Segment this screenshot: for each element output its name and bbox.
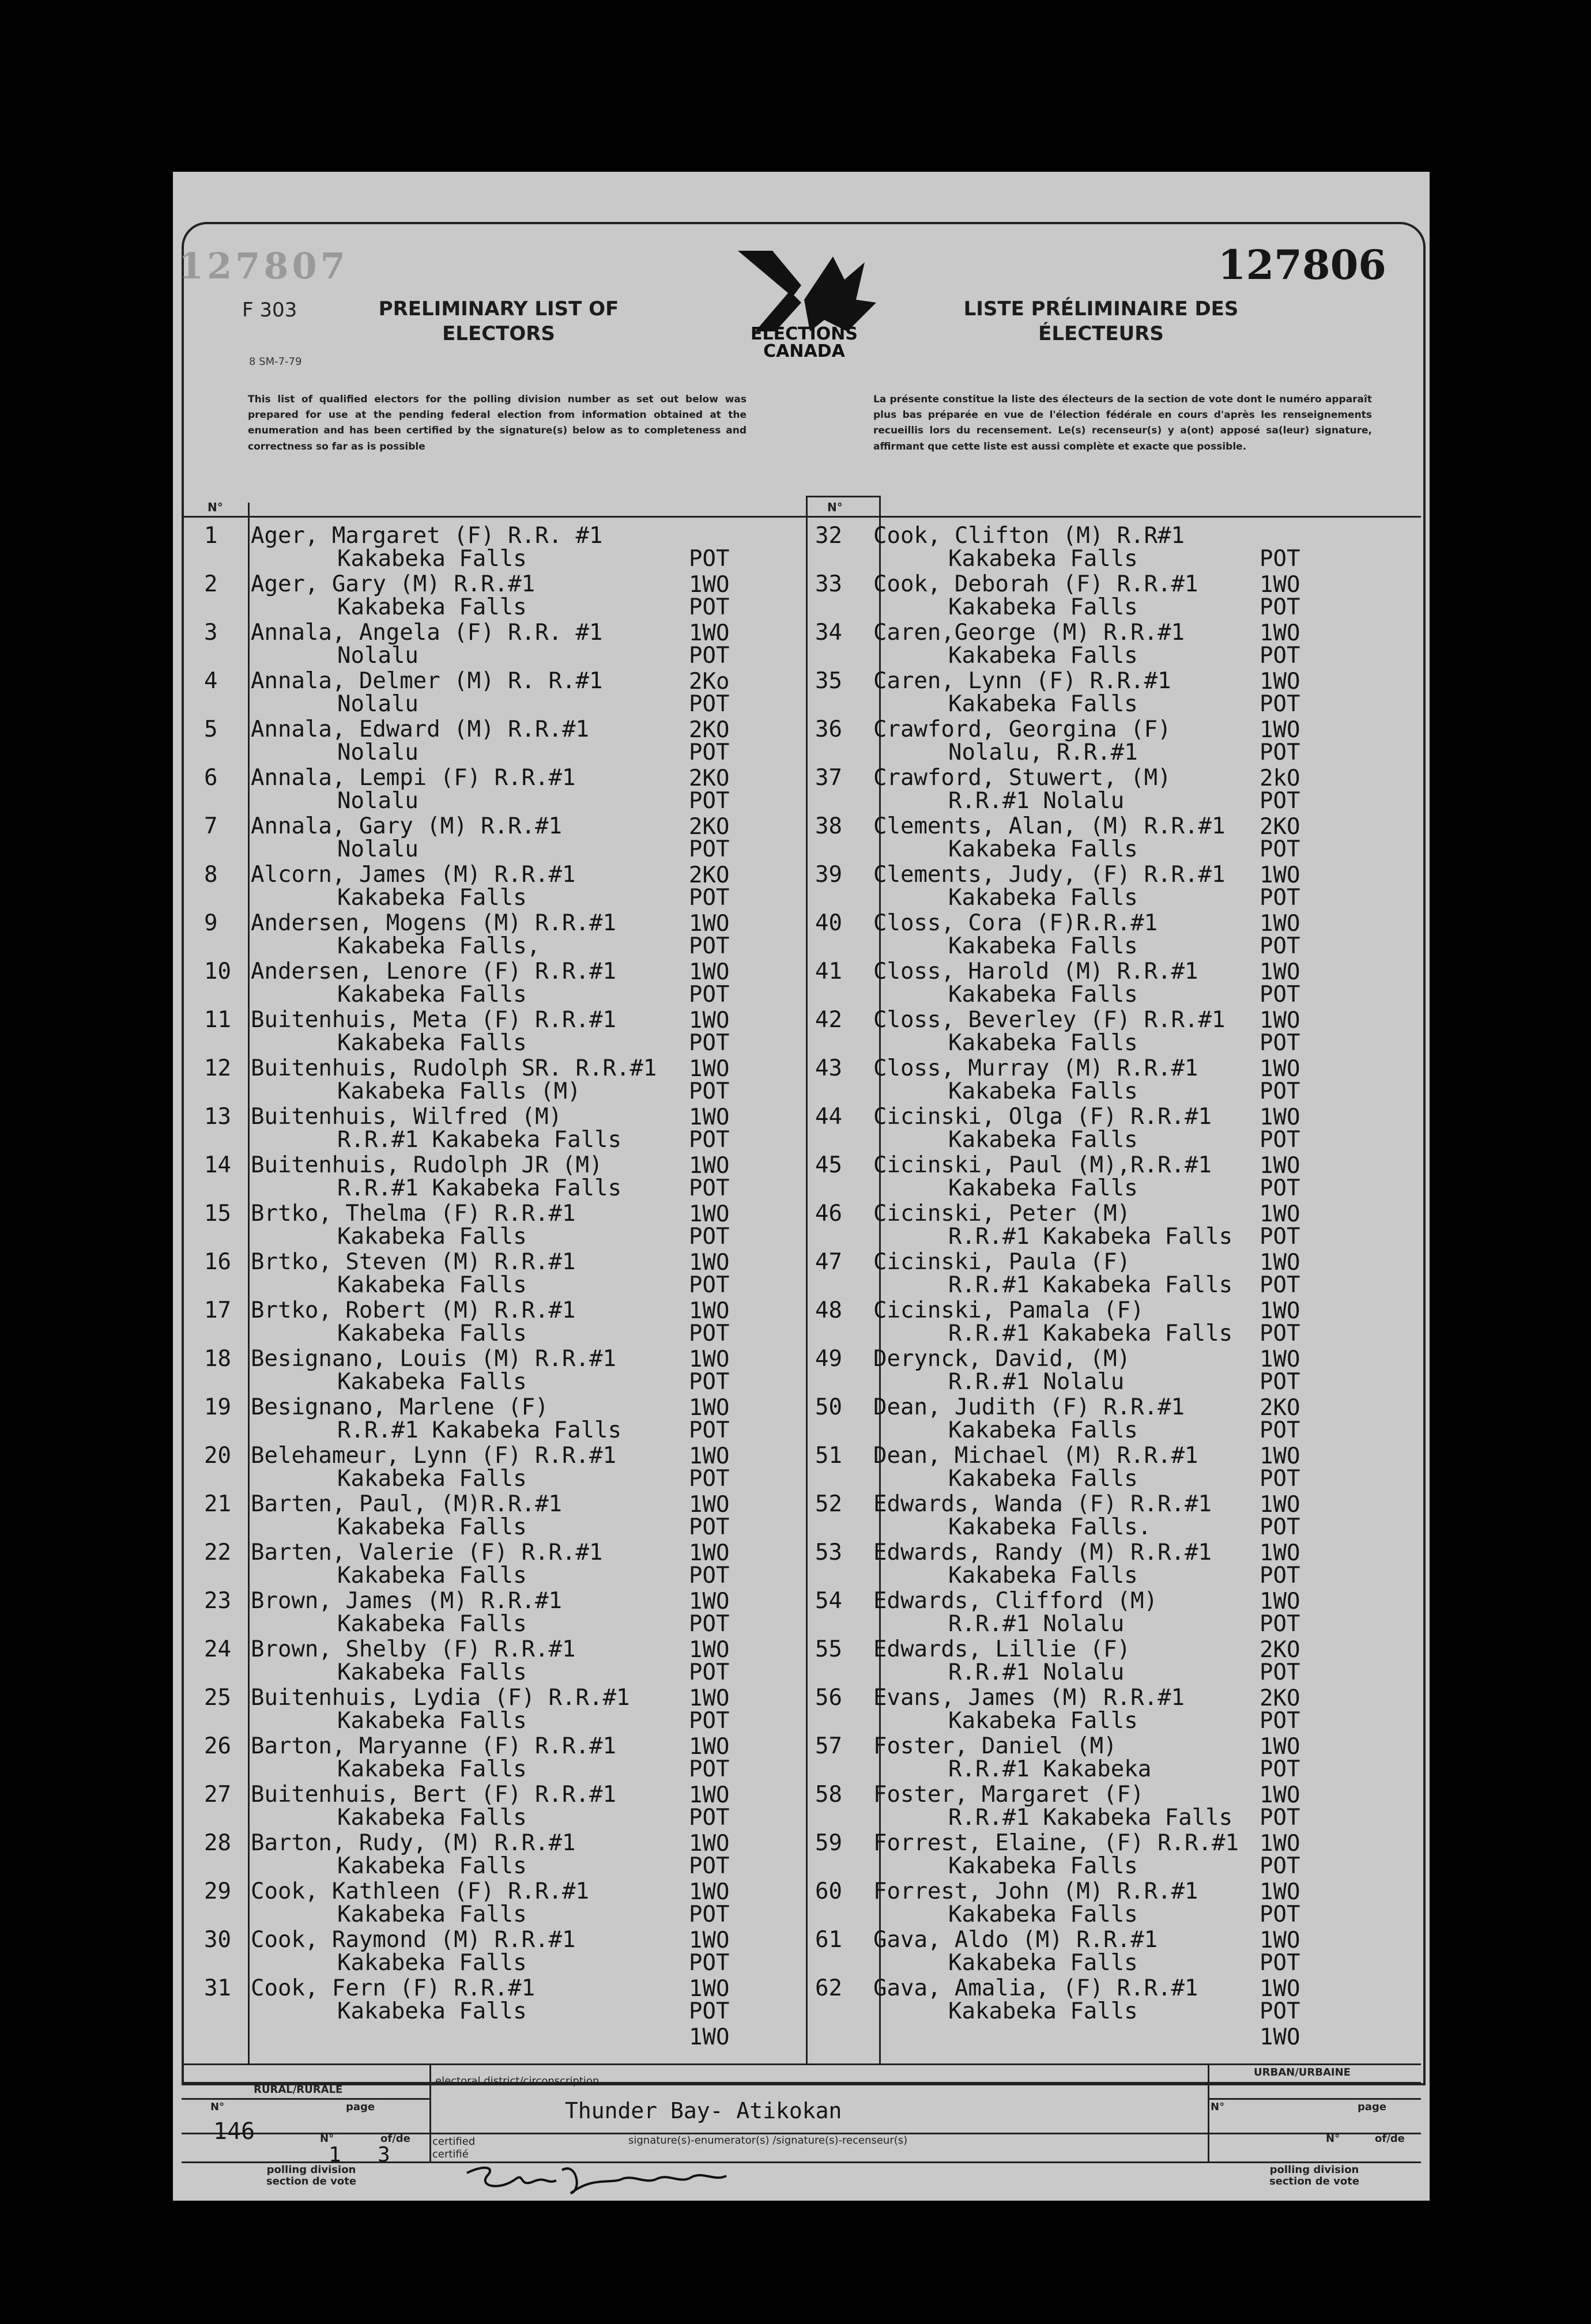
footer-rule	[1208, 2098, 1421, 2100]
elector-line1: Brtko, Thelma (F) R.R.#1	[251, 1201, 576, 1227]
elector-line2: Kakabeka Falls	[337, 982, 527, 1008]
table-bottom-rule	[182, 2063, 1421, 2065]
table-top-rule	[182, 516, 1421, 518]
elector-poll: POT 1WO	[689, 1514, 730, 1566]
elector-num: 30	[204, 1927, 231, 1953]
elector-line2: R.R.#1 Nolalu	[948, 1611, 1125, 1637]
elector-poll: POT 1WO	[689, 1708, 730, 1760]
elector-line1: Closs, Cora (F)R.R.#1	[873, 910, 1158, 936]
elector-num: 54	[815, 1588, 842, 1614]
elector-line2: Kakabeka Falls	[948, 1708, 1138, 1734]
page-label: page	[346, 2101, 375, 2113]
elector-num: 24	[204, 1636, 231, 1662]
elector-line1: Cicinski, Pamala (F)	[873, 1297, 1144, 1323]
elector-poll: POT 1WO	[689, 546, 730, 598]
elector-line1: Besignano, Marlene (F)	[251, 1394, 549, 1420]
elector-line2: R.R.#1 Kakabeka Falls	[337, 1417, 622, 1443]
elector-line2: Nolalu	[337, 691, 419, 717]
elector-line2: Kakabeka Falls	[337, 1659, 527, 1685]
elector-num: 40	[815, 910, 842, 936]
elector-line1: Cicinski, Paul (M),R.R.#1	[873, 1152, 1212, 1178]
elector-line2: Nolalu	[337, 643, 419, 669]
elector-line1: Annala, Gary (M) R.R.#1	[251, 813, 563, 839]
elector-line1: Closs, Harold (M) R.R.#1	[873, 959, 1198, 984]
certified-label: certified certifié	[432, 2136, 476, 2160]
page-number: 1	[329, 2143, 341, 2167]
elector-poll: POT 1WO	[1260, 1272, 1300, 1324]
elector-poll: POT 1WO	[689, 1127, 730, 1179]
elector-line1: Buitenhuis, Wilfred (M)	[251, 1104, 563, 1130]
elector-line1: Annala, Delmer (M) R. R.#1	[251, 668, 603, 694]
elector-poll: POT 1WO	[1260, 836, 1300, 888]
elector-poll: POT 2KO	[689, 740, 730, 791]
elector-poll: POT 1WO	[689, 1030, 730, 1082]
elector-num: 33	[815, 571, 842, 597]
elector-line2: Kakabeka Falls	[948, 643, 1138, 669]
elector-line2: Kakabeka Falls	[337, 1853, 527, 1879]
elector-line2: Kakabeka Falls	[948, 691, 1138, 717]
elector-line1: Edwards, Lillie (F)	[873, 1636, 1131, 1662]
elector-line1: Ager, Gary (M) R.R.#1	[251, 571, 536, 597]
electoral-district: Thunder Bay- Atikokan	[565, 2098, 842, 2123]
title-french: LISTE PRÉLIMINAIRE DES ÉLECTEURS	[963, 297, 1239, 345]
elector-num: 7	[204, 813, 218, 839]
elector-line2: Nolalu	[337, 740, 419, 765]
elector-num: 6	[204, 765, 218, 791]
elector-poll: POT 2KO	[689, 836, 730, 888]
elector-line1: Gava, Amalia, (F) R.R.#1	[873, 1975, 1198, 2001]
elector-poll: POT 1WO	[689, 1417, 730, 1469]
elector-poll: POT 1WO	[1260, 1998, 1300, 2050]
elector-num: 3	[204, 620, 218, 646]
elector-line1: Gava, Aldo (M) R.R.#1	[873, 1927, 1158, 1953]
elector-line2: Kakabeka Falls	[337, 1756, 527, 1782]
elector-num: 2	[204, 571, 218, 597]
signature-label: signature(s)-enumerator(s) /signature(s)-recenseur(s)	[628, 2134, 908, 2146]
footer-divider	[429, 2065, 431, 2163]
elector-poll: POT 1WO	[689, 1563, 730, 1614]
intro-text-english: This list of qualified electors for the polling division number as set out below was prepared for use at the pending federal election from information obtained at the enumeration and has been certified by the signature(s) below as to completeness and correctness so far as is possible	[248, 394, 747, 452]
elector-line2: Nolalu, R.R.#1	[948, 740, 1138, 765]
elector-num: 58	[815, 1782, 842, 1808]
elector-num: 42	[815, 1007, 842, 1033]
elector-line1: Edwards, Clifford (M)	[873, 1588, 1158, 1614]
elector-line2: Kakabeka Falls	[337, 1466, 527, 1492]
elector-line2: R.R.#1 Nolalu	[948, 788, 1125, 814]
elector-line2: Kakabeka Falls (M)	[337, 1078, 581, 1104]
elector-line1: Buitenhuis, Rudolph SR. R.R.#1	[251, 1055, 657, 1081]
column-header-no: N°	[827, 500, 843, 514]
elector-num: 32	[815, 523, 842, 549]
elector-num: 9	[204, 910, 218, 936]
elector-poll: POT 1WO	[689, 982, 730, 1033]
elector-num: 56	[815, 1685, 842, 1711]
elector-line1: Buitenhuis, Meta (F) R.R.#1	[251, 1007, 616, 1033]
elector-line2: Kakabeka Falls	[948, 1030, 1138, 1056]
elector-poll: POT 1WO	[689, 1466, 730, 1518]
elector-poll: POT 1WO	[689, 1805, 730, 1857]
elector-num: 20	[204, 1443, 231, 1469]
elector-poll: POT 1WO	[1260, 1175, 1300, 1227]
urban-polling-division-label: polling division section de vote	[1269, 2164, 1360, 2187]
poll-no-label: N°	[210, 2101, 225, 2113]
elector-poll: POT 1WO	[1260, 1563, 1300, 1614]
elector-line2: Kakabeka Falls	[948, 933, 1138, 959]
elector-line2: R.R.#1 Nolalu	[948, 1369, 1125, 1395]
elector-line1: Alcorn, James (M) R.R.#1	[251, 862, 576, 888]
elector-line2: Kakabeka Falls	[948, 594, 1138, 620]
elector-num: 34	[815, 620, 842, 646]
elector-num: 27	[204, 1782, 231, 1808]
elector-line1: Foster, Daniel (M)	[873, 1733, 1117, 1759]
elector-line1: Belehameur, Lynn (F) R.R.#1	[251, 1443, 616, 1469]
elector-num: 28	[204, 1830, 231, 1856]
elector-poll: POT 1WO	[689, 594, 730, 646]
elector-poll: POT 1WO	[689, 1369, 730, 1421]
table-header-rule	[806, 496, 881, 497]
elector-line1: Buitenhuis, Rudolph JR (M)	[251, 1152, 603, 1178]
elector-line2: Kakabeka Falls,	[337, 933, 541, 959]
elector-poll: POT 1WO	[1260, 1514, 1300, 1566]
elector-line2: Kakabeka Falls	[948, 1466, 1138, 1492]
elector-line2: Kakabeka Falls	[337, 1708, 527, 1734]
elector-line2: Kakabeka Falls	[948, 1853, 1138, 1879]
elector-line2: Nolalu	[337, 788, 419, 814]
elector-poll: POT 2KO	[1260, 788, 1300, 840]
elector-poll: POT 1WO	[1260, 1805, 1300, 1857]
elector-poll: POT 1WO	[1260, 1853, 1300, 1905]
elector-line2: Kakabeka Falls	[948, 1127, 1138, 1153]
elector-line2: Kakabeka Falls	[337, 594, 527, 620]
elector-poll: POT 1WO	[1260, 594, 1300, 646]
elector-num: 48	[815, 1297, 842, 1323]
elector-num: 52	[815, 1491, 842, 1517]
elector-poll: POT 2KO	[689, 788, 730, 840]
elector-line1: Cook, Deborah (F) R.R.#1	[873, 571, 1198, 597]
elector-line2: Kakabeka Falls	[337, 885, 527, 911]
elector-num: 62	[815, 1975, 842, 2001]
elector-line1: Barten, Valerie (F) R.R.#1	[251, 1540, 603, 1565]
page-no-label: N°	[320, 2133, 334, 2145]
elector-line1: Annala, Angela (F) R.R. #1	[251, 620, 603, 646]
elector-line2: Kakabeka Falls	[337, 1030, 527, 1056]
elector-poll: POT 1WO	[1260, 1030, 1300, 1082]
column-header-no: N°	[208, 500, 223, 514]
elector-num: 1	[204, 523, 218, 549]
elector-line1: Clements, Judy, (F) R.R.#1	[873, 862, 1226, 888]
title-english: PRELIMINARY LIST OF ELECTORS	[378, 297, 619, 345]
elector-line1: Cicinski, Peter (M)	[873, 1201, 1131, 1227]
elector-poll: POT 1WO	[689, 1998, 730, 2050]
elector-line2: Kakabeka Falls	[337, 1902, 527, 1927]
elector-line2: R.R.#1 Kakabeka Falls	[337, 1175, 622, 1201]
elector-line2: R.R.#1 Kakabeka Falls	[948, 1805, 1233, 1831]
elector-line1: Closs, Murray (M) R.R.#1	[873, 1055, 1198, 1081]
poll-number: 146	[213, 2118, 255, 2145]
elector-line1: Closs, Beverley (F) R.R.#1	[873, 1007, 1226, 1033]
elector-num: 23	[204, 1588, 231, 1614]
elector-num: 29	[204, 1878, 231, 1904]
elector-poll: POT 1WO	[1260, 1078, 1300, 1130]
elector-num: 47	[815, 1249, 842, 1275]
elector-line2: Kakabeka Falls	[337, 1563, 527, 1589]
number-column-rule	[248, 503, 250, 2063]
elector-line1: Barten, Paul, (M)R.R.#1	[251, 1491, 563, 1517]
elector-num: 45	[815, 1152, 842, 1178]
elector-num: 61	[815, 1927, 842, 1953]
elector-line1: Cook, Raymond (M) R.R.#1	[251, 1927, 576, 1953]
elector-line2: Kakabeka Falls	[948, 1417, 1138, 1443]
elector-poll: POT 1WO	[689, 1078, 730, 1130]
elector-line2: Kakabeka Falls	[948, 836, 1138, 862]
elector-line2: Kakabeka Falls	[948, 1998, 1138, 2024]
elector-line2: Kakabeka Falls	[948, 1563, 1138, 1589]
elector-num: 46	[815, 1201, 842, 1227]
elector-num: 31	[204, 1975, 231, 2001]
elector-poll: POT 1WO	[1260, 1321, 1300, 1372]
elector-line2: R.R.#1 Kakabeka Falls	[948, 1272, 1233, 1298]
elector-line1: Crawford, Stuwert, (M)	[873, 765, 1171, 791]
elector-poll: POT 1WO	[1260, 1708, 1300, 1760]
elector-line2: Kakabeka Falls	[337, 1805, 527, 1831]
elector-line1: Edwards, Randy (M) R.R.#1	[873, 1540, 1212, 1565]
elector-num: 51	[815, 1443, 842, 1469]
elector-num: 12	[204, 1055, 231, 1081]
elector-line1: Annala, Lempi (F) R.R.#1	[251, 765, 576, 791]
elector-num: 10	[204, 959, 231, 984]
elector-line1: Cicinski, Paula (F)	[873, 1249, 1131, 1275]
elector-poll: POT 1WO	[1260, 1466, 1300, 1518]
elector-line2: R.R.#1 Nolalu	[948, 1659, 1125, 1685]
elector-line2: R.R.#1 Kakabeka Falls	[948, 1321, 1233, 1346]
elector-line1: Buitenhuis, Bert (F) R.R.#1	[251, 1782, 616, 1808]
elector-num: 39	[815, 862, 842, 888]
elector-num: 44	[815, 1104, 842, 1130]
elector-num: 60	[815, 1878, 842, 1904]
elector-line2: Kakabeka Falls	[948, 982, 1138, 1008]
elector-num: 25	[204, 1685, 231, 1711]
elector-poll: POT 1WO	[689, 1272, 730, 1324]
elector-line2: Kakabeka Falls	[337, 1321, 527, 1346]
elector-num: 53	[815, 1540, 842, 1565]
elector-num: 38	[815, 813, 842, 839]
elector-line2: Kakabeka Falls	[337, 1611, 527, 1637]
elector-line2: Kakabeka Falls	[337, 1950, 527, 1976]
elector-line1: Crawford, Georgina (F)	[873, 716, 1171, 742]
elector-poll: POT 1WO	[689, 1756, 730, 1808]
elector-line1: Ager, Margaret (F) R.R. #1	[251, 523, 603, 549]
footer-rule	[182, 2098, 429, 2100]
footer-rule	[182, 2082, 1421, 2084]
elector-line2: Kakabeka Falls	[948, 885, 1138, 911]
elector-line1: Cook, Fern (F) R.R.#1	[251, 1975, 536, 2001]
page-total: 3	[378, 2143, 390, 2167]
elector-line1: Cicinski, Olga (F) R.R.#1	[873, 1104, 1212, 1130]
district-label: electoral district/circonscription	[435, 2075, 600, 2087]
elector-line1: Evans, James (M) R.R.#1	[873, 1685, 1185, 1711]
elector-line1: Caren, Lynn (F) R.R.#1	[873, 668, 1171, 694]
column-divider	[806, 496, 808, 2063]
polling-division-label: polling division section de vote	[266, 2164, 357, 2187]
elector-poll: POT 1WO	[689, 1950, 730, 2002]
elector-num: 17	[204, 1297, 231, 1323]
elector-line2: Kakabeka Falls.	[948, 1514, 1152, 1540]
elector-line1: Barton, Rudy, (M) R.R.#1	[251, 1830, 576, 1856]
elector-poll: POT 1WO	[689, 1853, 730, 1905]
rural-label: RURAL/RURALE	[254, 2084, 343, 2096]
elector-line1: Andersen, Mogens (M) R.R.#1	[251, 910, 616, 936]
elector-num: 22	[204, 1540, 231, 1565]
elector-num: 19	[204, 1394, 231, 1420]
elector-line1: Brown, Shelby (F) R.R.#1	[251, 1636, 576, 1662]
elector-num: 35	[815, 668, 842, 694]
elector-line2: Kakabeka Falls	[337, 1224, 527, 1250]
elector-poll: POT 1WO	[689, 1611, 730, 1663]
elector-poll: POT 1WO	[689, 1659, 730, 1711]
elector-poll: POT 2kO	[1260, 740, 1300, 791]
elector-line1: Clements, Alan, (M) R.R.#1	[873, 813, 1226, 839]
elector-line2: Kakabeka Falls	[948, 1175, 1138, 1201]
elector-poll: POT 1WO	[1260, 1127, 1300, 1179]
form-number: F 303	[242, 299, 297, 322]
elector-poll: POT 1WO	[689, 1902, 730, 1953]
elector-num: 26	[204, 1733, 231, 1759]
elector-poll: POT 2KO	[1260, 1369, 1300, 1421]
elector-poll: POT 1WO	[1260, 1902, 1300, 1953]
elector-line1: Besignano, Louis (M) R.R.#1	[251, 1346, 616, 1372]
elector-line1: Barton, Maryanne (F) R.R.#1	[251, 1733, 616, 1759]
elector-num: 16	[204, 1249, 231, 1275]
elector-poll: POT 1WO	[1260, 546, 1300, 598]
elector-poll: POT 1WO	[689, 1175, 730, 1227]
urban-no-label: N°	[1326, 2133, 1340, 2145]
elector-num: 4	[204, 668, 218, 694]
elector-num: 8	[204, 862, 218, 888]
elector-line1: Dean, Michael (M) R.R.#1	[873, 1443, 1198, 1469]
elector-line1: Brtko, Steven (M) R.R.#1	[251, 1249, 576, 1275]
elector-line1: Cook, Clifton (M) R.R#1	[873, 523, 1185, 549]
elector-poll: POT 1WO	[689, 933, 730, 985]
elector-line1: Annala, Edward (M) R.R.#1	[251, 716, 589, 742]
elector-num: 18	[204, 1346, 231, 1372]
elector-num: 37	[815, 765, 842, 791]
elector-line1: Cook, Kathleen (F) R.R.#1	[251, 1878, 589, 1904]
elector-line2: Kakabeka Falls	[337, 1998, 527, 2024]
elector-line1: Buitenhuis, Lydia (F) R.R.#1	[251, 1685, 630, 1711]
elector-num: 41	[815, 959, 842, 984]
elector-line2: Kakabeka Falls	[337, 1369, 527, 1395]
elector-num: 57	[815, 1733, 842, 1759]
form-code: 8 SM-7-79	[249, 356, 302, 368]
elector-num: 13	[204, 1104, 231, 1130]
elector-poll: POT 2KO	[1260, 1659, 1300, 1711]
elector-line1: Forrest, John (M) R.R.#1	[873, 1878, 1198, 1904]
enumerator-signature-icon	[461, 2159, 738, 2199]
elector-line1: Brtko, Robert (M) R.R.#1	[251, 1297, 576, 1323]
elector-num: 21	[204, 1491, 231, 1517]
elector-line2: Kakabeka Falls	[337, 1514, 527, 1540]
elector-line2: R.R.#1 Kakabeka Falls	[337, 1127, 622, 1153]
elector-line1: Derynck, David, (M)	[873, 1346, 1131, 1372]
elector-line1: Forrest, Elaine, (F) R.R.#1	[873, 1830, 1239, 1856]
elector-line2: Nolalu	[337, 836, 419, 862]
agency-wordmark: ELECTIONS CANADA	[751, 324, 858, 361]
intro-text-french: La présente constitue la liste des électeurs de la section de vote dont le numéro apparaît plus bas préparée en vue de l'élection fédérale en cours d'après les renseignements recueillis lors du recensement. Le(s) recenseur(s) y a(ont) apposé sa(leur) signature, affirmant que cette liste est aussi complète et exacte que possible.	[873, 394, 1372, 452]
footer-divider	[1208, 2065, 1209, 2163]
of-label: of/de	[380, 2133, 410, 2145]
footer-rule	[182, 2161, 1421, 2163]
elector-poll: POT 1WO	[689, 1224, 730, 1276]
elector-poll: POT 1WO	[1260, 1756, 1300, 1808]
elector-poll: POT 1WO	[1260, 933, 1300, 985]
elector-num: 43	[815, 1055, 842, 1081]
elector-line2: Kakabeka Falls	[948, 1902, 1138, 1927]
elector-num: 5	[204, 716, 218, 742]
elector-poll: POT 2KO	[1260, 1611, 1300, 1663]
elector-poll: POT 1WO	[1260, 1950, 1300, 2002]
elector-line1: Andersen, Lenore (F) R.R.#1	[251, 959, 616, 984]
faint-stamp-number: 127807	[179, 245, 349, 287]
elector-line1: Dean, Judith (F) R.R.#1	[873, 1394, 1185, 1420]
elector-line2: Kakabeka Falls	[948, 1078, 1138, 1104]
elector-line1: Edwards, Wanda (F) R.R.#1	[873, 1491, 1212, 1517]
elector-line2: Kakabeka Falls	[948, 1950, 1138, 1976]
elector-num: 15	[204, 1201, 231, 1227]
elector-poll: POT 1WO	[1260, 1224, 1300, 1276]
elector-poll: POT 2Ko	[689, 643, 730, 695]
elector-num: 14	[204, 1152, 231, 1178]
elector-num: 11	[204, 1007, 231, 1033]
elector-line1: Foster, Margaret (F)	[873, 1782, 1144, 1808]
elector-num: 49	[815, 1346, 842, 1372]
urban-of-label: of/de	[1375, 2133, 1405, 2145]
elector-line2: R.R.#1 Kakabeka Falls	[948, 1224, 1233, 1250]
elector-poll: POT 1WO	[1260, 1417, 1300, 1469]
elector-line2: Kakabeka Falls	[337, 1272, 527, 1298]
elector-num: 59	[815, 1830, 842, 1856]
elector-line1: Brown, James (M) R.R.#1	[251, 1588, 563, 1614]
elector-poll: POT 1WO	[1260, 885, 1300, 937]
elector-poll: POT 1WO	[1260, 982, 1300, 1033]
elector-poll: POT 1WO	[1260, 691, 1300, 743]
elector-poll: POT 2KO	[689, 691, 730, 743]
elector-num: 36	[815, 716, 842, 742]
elector-line2: R.R.#1 Kakabeka	[948, 1756, 1152, 1782]
elector-num: 50	[815, 1394, 842, 1420]
urban-label: URBAN/URBAINE	[1254, 2066, 1351, 2078]
elector-poll: POT 1WO	[689, 1321, 730, 1372]
elector-line2: Kakabeka Falls	[337, 546, 527, 572]
elector-line1: Caren,George (M) R.R.#1	[873, 620, 1185, 646]
urban-page-label: page	[1358, 2101, 1387, 2113]
elector-num: 55	[815, 1636, 842, 1662]
elector-poll: POT 1WO	[689, 885, 730, 937]
elector-line2: Kakabeka Falls	[948, 546, 1138, 572]
serial-number: 127806	[1217, 241, 1386, 289]
elector-poll: POT 1WO	[1260, 643, 1300, 695]
urban-no-label: N°	[1211, 2101, 1225, 2113]
